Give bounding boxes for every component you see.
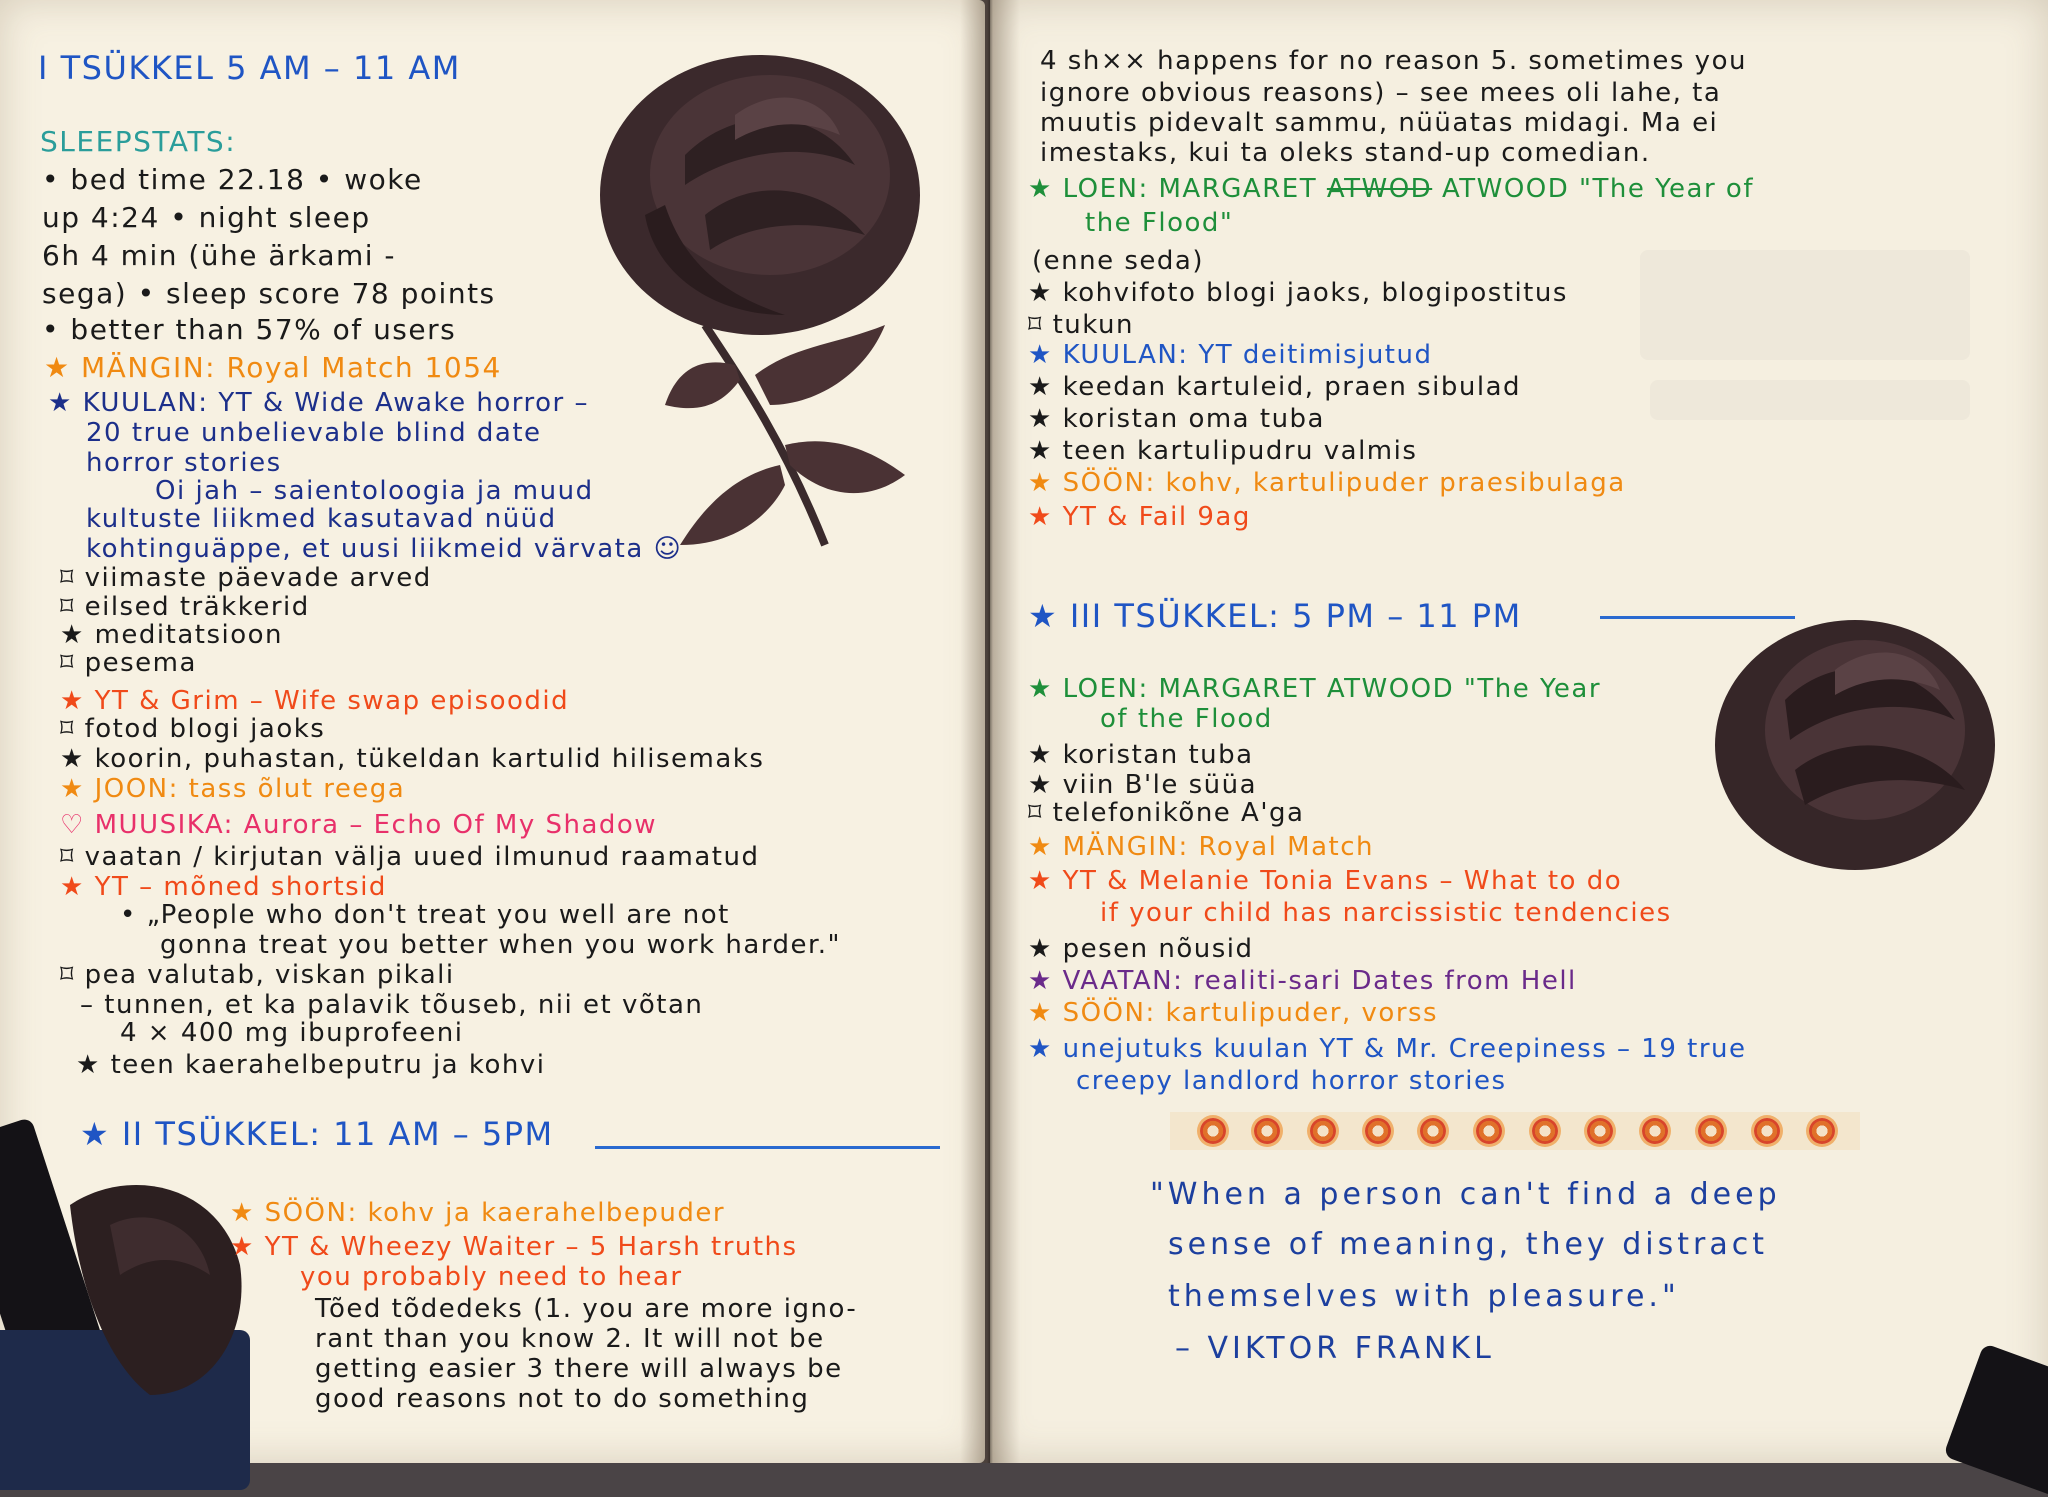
heading-underline: [1600, 616, 1795, 619]
journal-entry: you probably need to hear: [300, 1262, 683, 1292]
journal-entry: ★ KUULAN: YT deitimisjutud: [1028, 340, 1433, 370]
journal-entry: ★ JOON: tass õlut reega: [60, 774, 406, 804]
journal-entry: if your child has narcissistic tendencies: [1100, 898, 1672, 928]
journal-entry: ★ teen kaerahelbeputru ja kohvi: [76, 1050, 546, 1080]
journal-entry: ★ SÖÖN: kohv, kartulipuder praesibulaga: [1028, 468, 1626, 498]
journal-entry: ★ SÖÖN: kartulipuder, vorss: [1028, 998, 1439, 1028]
journal-entry: Tõed tõdedeks (1. you are more igno-: [315, 1294, 858, 1324]
bleed-through-mark: [1650, 380, 1970, 420]
journal-entry: good reasons not to do something: [315, 1384, 810, 1414]
journal-entry: ⌑ viimaste päevade arved: [60, 563, 432, 593]
cycle-2-heading: ★ II TSÜKKEL: 11 AM – 5PM: [80, 1115, 554, 1153]
cycle-3-heading: ★ III TSÜKKEL: 5 PM – 11 PM: [1028, 597, 1522, 635]
journal-entry: ⌑ telefonikõne A'ga: [1028, 798, 1305, 828]
heading-underline: [595, 1146, 940, 1149]
sleep-line: up 4:24 • night sleep: [42, 201, 371, 234]
continuation-line: muutis pidevalt sammu, nüüatas midagi. Ma ei: [1040, 108, 1719, 138]
journal-entry: ★ YT & Wheezy Waiter – 5 Harsh truths: [230, 1232, 798, 1262]
struck-word: ATWOD: [1326, 174, 1433, 204]
journal-entry: rant than you know 2. It will not be: [315, 1324, 825, 1354]
reading-label: ★ LOEN: MARGARET: [1028, 174, 1327, 204]
journal-entry: kohtinguäppe, et uusi liikmeid värvata ☺: [86, 534, 683, 564]
journal-entry: ⌑ pea valutab, viskan pikali: [60, 960, 455, 990]
sleep-line: • bed time 22.18 • woke: [42, 163, 423, 196]
sleep-line: sega) • sleep score 78 points: [42, 277, 496, 310]
journal-entry: ★ koristan tuba: [1028, 740, 1254, 770]
journal-entry: ★ teen kartulipudru valmis: [1028, 436, 1418, 466]
journal-entry: ★ keedan kartuleid, praen sibulad: [1028, 372, 1522, 402]
journal-entry: ★ MÄNGIN: Royal Match: [1028, 832, 1374, 862]
reading-entry: [1028, 176, 1754, 202]
sleepstats-title: SLEEPSTATS:: [40, 125, 237, 158]
journal-entry: • „People who don't treat you well are not: [120, 900, 730, 930]
journal-entry: ⌑ tukun: [1028, 310, 1134, 340]
flower-washi-tape: [1168, 1118, 1868, 1158]
journal-entry: ♡ MUUSIKA: Aurora – Echo Of My Shadow: [60, 810, 658, 840]
journal-entry: ★ koorin, puhastan, tükeldan kartulid hilisemaks: [60, 744, 765, 774]
journal-entry: 20 true unbelievable blind date: [86, 418, 542, 448]
journal-entry: (enne seda): [1032, 246, 1204, 276]
quote-author: – VIKTOR FRANKL: [1175, 1331, 1495, 1366]
journal-entry: ★ KUULAN: YT & Wide Awake horror –: [48, 388, 589, 418]
journal-entry: gonna treat you better when you work harder.": [160, 930, 842, 960]
journal-entry: ★ koristan oma tuba: [1028, 404, 1325, 434]
journal-entry: horror stories: [86, 448, 282, 478]
journal-entry: ⌑ eilsed träkkerid: [60, 592, 310, 622]
journal-entry: ★ YT & Fail 9ag: [1028, 502, 1251, 532]
quote-line: sense of meaning, they distract: [1168, 1227, 1768, 1262]
bleed-through-mark: [1640, 250, 1970, 360]
flower-icon: [1365, 1118, 1391, 1144]
cycle-1-heading: I TSÜKKEL 5 AM – 11 AM: [38, 49, 461, 87]
reading-entry-cont: the Flood": [1085, 208, 1234, 238]
continuation-line: 4 sh×× happens for no reason 5. sometimes you: [1040, 46, 1747, 76]
reading-title: ATWOOD "The Year of: [1432, 174, 1754, 204]
journal-entry: ★ YT & Melanie Tonia Evans – What to do: [1028, 866, 1623, 896]
journal-entry: ★ unejutuks kuulan YT & Mr. Creepiness – 19 true: [1028, 1034, 1747, 1064]
journal-entry: ★ LOEN: MARGARET ATWOOD "The Year: [1028, 674, 1602, 704]
flower-icon: [1254, 1118, 1280, 1144]
journal-entry: creepy landlord horror stories: [1076, 1066, 1507, 1096]
flower-icon: [1532, 1118, 1558, 1144]
flower-icon: [1698, 1118, 1724, 1144]
journal-entry: ★ MÄNGIN: Royal Match 1054: [44, 351, 502, 384]
rose-sticker: [1705, 610, 2005, 880]
flower-icon: [1754, 1118, 1780, 1144]
flower-icon: [1587, 1118, 1613, 1144]
flower-icon: [1809, 1118, 1835, 1144]
flower-icon: [1476, 1118, 1502, 1144]
flower-icon: [1642, 1118, 1668, 1144]
journal-entry: ⌑ pesema: [60, 648, 197, 678]
rose-sticker: [585, 45, 945, 575]
journal-entry: 4 × 400 mg ibuprofeeni: [120, 1018, 464, 1048]
journal-entry: ★ pesen nõusid: [1028, 934, 1254, 964]
journal-entry: ★ YT – mõned shortsid: [60, 872, 387, 902]
continuation-line: ignore obvious reasons) – see mees oli lahe, ta: [1040, 78, 1722, 108]
sleep-line: • better than 57% of users: [42, 313, 457, 346]
journal-entry: ★ viin B'le süüa: [1028, 770, 1258, 800]
quote-line: themselves with pleasure.": [1168, 1279, 1680, 1314]
journal-entry: – tunnen, et ka palavik tõuseb, nii et võtan: [80, 990, 704, 1020]
journal-entry: kultuste liikmed kasutavad nüüd: [86, 504, 557, 534]
quote-line: "When a person can't find a deep: [1150, 1177, 1781, 1212]
journal-entry: ⌑ fotod blogi jaoks: [60, 714, 326, 744]
sleep-line: 6h 4 min (ühe ärkami -: [42, 239, 397, 272]
journal-entry: ★ meditatsioon: [60, 620, 284, 650]
journal-entry: ★ SÖÖN: kohv ja kaerahelbepuder: [230, 1198, 726, 1228]
journal-entry: ★ kohvifoto blogi jaoks, blogipostitus: [1028, 278, 1568, 308]
continuation-line: imestaks, kui ta oleks stand-up comedian.: [1040, 138, 1651, 168]
flower-icon: [1200, 1118, 1226, 1144]
book-gutter: [960, 0, 1020, 1463]
flower-icon: [1420, 1118, 1446, 1144]
journal-entry: Oi jah – saientoloogia ja muud: [155, 476, 594, 506]
rose-sticker: [50, 1165, 250, 1405]
journal-entry: ⌑ vaatan / kirjutan välja uued ilmunud raamatud: [60, 842, 760, 872]
journal-entry: ★ YT & Grim – Wife swap episoodid: [60, 686, 570, 716]
journal-entry: of the Flood: [1100, 704, 1273, 734]
journal-entry: getting easier 3 there will always be: [315, 1354, 843, 1384]
flower-icon: [1310, 1118, 1336, 1144]
journal-entry: ★ VAATAN: realiti-sari Dates from Hell: [1028, 966, 1577, 996]
